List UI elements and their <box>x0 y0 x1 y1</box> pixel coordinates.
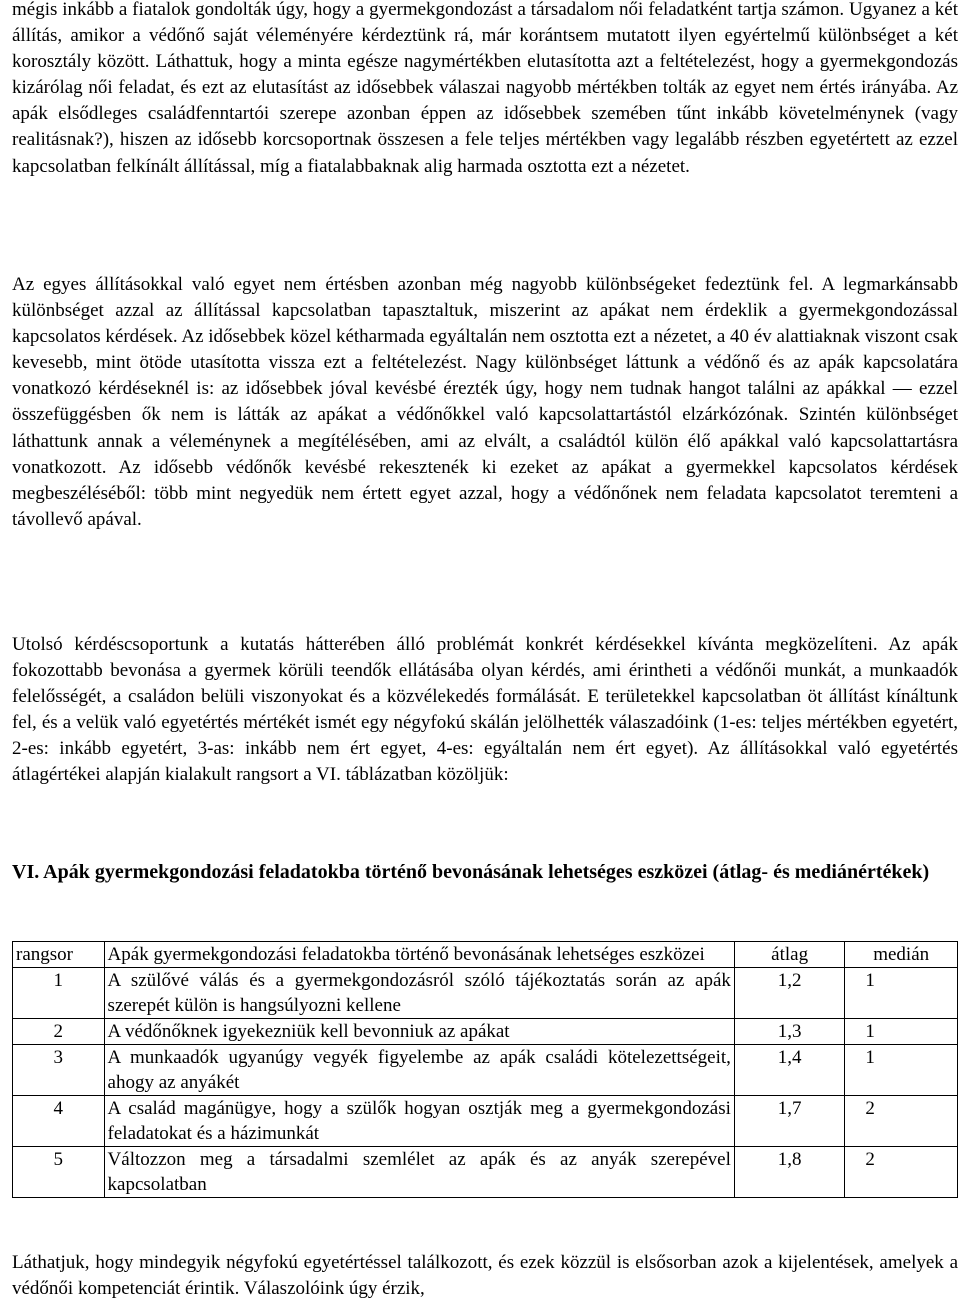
cell-rank: 5 <box>13 1147 105 1198</box>
cell-median: 2 <box>845 1147 958 1198</box>
cell-description: A védőnőknek igyekezniük kell bevonniuk az apákat <box>104 1019 734 1045</box>
cell-rank: 3 <box>13 1045 105 1096</box>
header-median: medián <box>845 942 958 968</box>
cell-description: A munkaadók ugyanúgy vegyék figyelembe az apák családi kötelezettségeit, ahogy az anyákét <box>104 1045 734 1096</box>
data-table <box>12 941 958 1198</box>
table-row <box>13 1096 958 1147</box>
cell-description: Változzon meg a társadalmi szemlélet az apák és az anyák szerepével kapcsolatban <box>104 1147 734 1198</box>
cell-average: 1,7 <box>734 1096 844 1147</box>
body-paragraph: Láthatjuk, hogy mindegyik négyfokú egyetértéssel találkozott, és ezek közzül is elsősorban azok a kijelentések, amelyek a védőnői kompetenciát érintik. Válaszolóink úgy érzik, <box>12 1252 958 1300</box>
cell-description: A szülővé válás és a gyermekgondozásról szóló tájékoztatás során az apák szerepét külön is hangsúlyozni kellene <box>104 968 734 1019</box>
body-paragraph: Az egyes állításokkal való egyet nem értésben azonban még nagyobb különbségeket fedeztünk fel. A legmarkánsabb különbséget azzal az állítással kapcsolatban tapasztaltuk, miszerint az apákat nem érdeklik a gyermekgondozással kapcsolatos kérdések. Az idősebbek közel kétharmada egyáltalán nem osztotta ezt a nézetet, a 40 év alattiaknak viszont csak kevesebb, mint ötöde utasította vissza ezt a feltételezést. Nagy különbséget láttunk a védőnő és az apák kapcsolatára vonatkozó kérdéseknél is: az idősebbek jóval kevésbé érezték úgy, hogy nem tudnak hangot találni az apákkal — ezzel összefüggésben ők nem is látták az apákat a védőnőkkel való kapcsolattartástól elzárkózónak. Szintén különbséget láthattunk annak a véleménynek a megítélésében, ami az elvált, a családtól külön élő apákkal való kapcsolattartásra vonatkozott. Az idősebb védőnők kevésbé rekesztenék ki ezeket az apákat a gyermekkel kapcsolatos kérdések megbeszéléséből: több mint negyedük nem értett egyet azzal, hogy a védőnőnek nem feladata kapcsolatot teremteni a távollevő apával. <box>12 274 958 530</box>
cell-median: 2 <box>845 1096 958 1147</box>
cell-rank: 2 <box>13 1019 105 1045</box>
table-row <box>13 1019 958 1045</box>
cell-description: A család magánügye, hogy a szülők hogyan osztják meg a gyermekgondozási feladatokat és a házimunkát <box>104 1096 734 1147</box>
cell-average: 1,2 <box>734 968 844 1019</box>
table-title: VI. Apák gyermekgondozási feladatokba történő bevonásának lehetséges eszközei (átlag- és mediánértékek) <box>12 861 930 883</box>
header-average: átlag <box>734 942 844 968</box>
cell-rank: 1 <box>13 968 105 1019</box>
body-paragraph: mégis inkább a fiatalok gondolták úgy, hogy a gyermekgondozást a társadalom női feladatként tartja számon. Ugyanez a két állítás, amikor a védőnő saját véleményére kérdeztünk rá, már korántsem mutatott ilyen egyértelmű különbséget a két korosztály között. Láthattuk, hogy a minta egésze nagymértékben elutasította azt a feltételezést, hogy a gyermekgondozás kizárólag női feladat, és ezt az elutasítást az idősebbek válaszai nagyobb mértékben tolták az egyet nem értés irányába. Az apák elsődleges családfenntartói szerepe azonban éppen az idősebbek szemében tűnt inkább követelménynek (vagy realitásnak?), hiszen az idősebb korcsoportnak összesen a fele teljes mértékben vagy legalább részben egyetértett az ezzel kapcsolatban felkínált állítással, míg a fiatalabbaknak alig harmada osztotta ezt a nézetet. <box>12 0 958 177</box>
cell-median: 1 <box>845 968 958 1019</box>
table-header-row <box>13 942 958 968</box>
table-row <box>13 1045 958 1096</box>
table-row <box>13 1147 958 1198</box>
cell-average: 1,8 <box>734 1147 844 1198</box>
table-row <box>13 968 958 1019</box>
cell-median: 1 <box>845 1019 958 1045</box>
cell-average: 1,3 <box>734 1019 844 1045</box>
header-description: Apák gyermekgondozási feladatokba történő bevonásának lehetséges eszközei <box>104 942 734 968</box>
header-rank: rangsor <box>13 942 105 968</box>
cell-rank: 4 <box>13 1096 105 1147</box>
body-paragraph: Utolsó kérdéscsoportunk a kutatás hátterében álló problémát konkrét kérdésekkel kívánta megközelíteni. Az apák fokozottabb bevonása a gyermek körüli teendők ellátásába olyan kérdés, ami érintheti a védőnői munkát, a munkaadók felelősségét, a családon belüli viszonyokat és a közvélekedés formálását. E területekkel kapcsolatban öt állítást kínáltunk fel, és a velük való egyetértés mértékét ismét egy négyfokú skálán jelölhették válaszadóink (1-es: teljes mértékben egyetért, 2-es: inkább egyetért, 3-as: inkább nem ért egyet, 4-es: egyáltalán nem ért egyet). Az állításokkal való egyetértés átlagértékei alapján kialakult rangsort a VI. táblázatban közöljük: <box>12 634 958 786</box>
cell-average: 1,4 <box>734 1045 844 1096</box>
cell-median: 1 <box>845 1045 958 1096</box>
